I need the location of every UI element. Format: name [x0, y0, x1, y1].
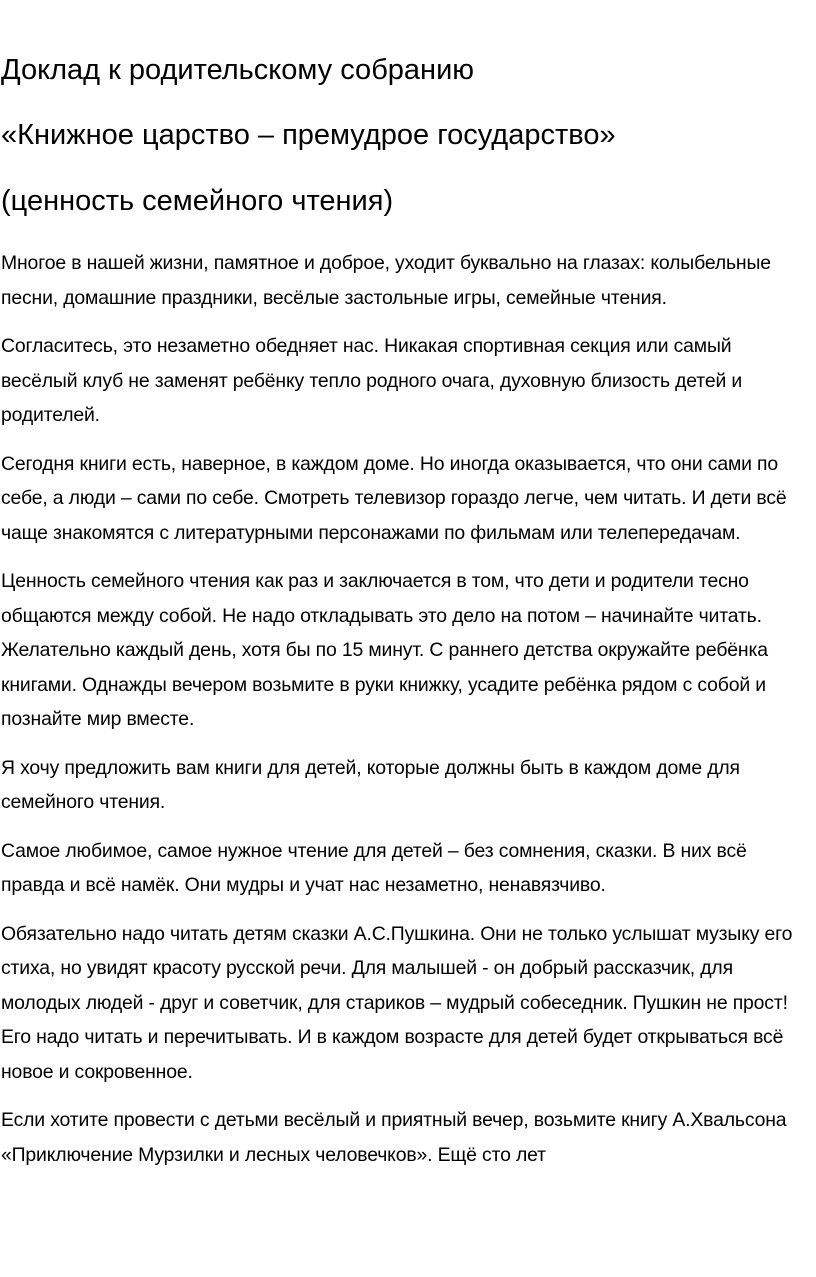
paragraph-7: Обязательно надо читать детям сказки А.С.Пушкина. Они не только услышат музыку его стиха, но увидят красоту русской речи. Для малышей - он добрый рассказчик, для молодых людей - друг и советчик, для стариков – мудрый собеседник. Пушкин не прост! Его надо читать и перечитывать. И в каждом возрасте для детей будет открываться всё новое и сокровенное. [1, 922, 793, 1083]
paragraph-5: Я хочу предложить вам книги для детей, которые должны быть в каждом доме для семейного чтения. [1, 756, 740, 813]
paragraph-8: Если хотите провести с детьми весёлый и приятный вечер, возьмите книгу А.Хвальсона «Приключение Мурзилки и лесных человечков». Ещё сто лет [1, 1109, 787, 1166]
paragraph-2: Согласитесь, это незаметно обедняет нас. Никакая спортивная секция или самый весёлый клуб не заменят ребёнку тепло родного очага, духовную близость детей и родителей. [1, 335, 743, 426]
paragraph-4: Ценность семейного чтения как раз и заключается в том, что дети и родители тесно общаются между собой. Не надо откладывать это дело на потом – начинайте читать. Желательно каждый день, хотя бы по 15 минут. С раннего детства окружайте ребёнка книгами. Однажды вечером возьмите в руки книжку, усадите ребёнка рядом с собой и познайте мир вместе. [1, 570, 768, 730]
document-body [1, 246, 813, 1186]
paragraph-6: Самое любимое, самое нужное чтение для детей – без сомнения, сказки. В них всё правда и всё намёк. Они мудры и учат нас незаметно, ненавязчиво. [1, 839, 747, 896]
paragraph-3: Сегодня книги есть, наверное, в каждом доме. Но иногда оказывается, что они сами по себе, а люди – сами по себе. Смотреть телевизор гораздо легче, чем читать. И дети всё чаще знакомятся с литературными персонажами по фильмам или телепередачам. [1, 452, 787, 544]
document-title-line-2: «Книжное царство – премудрое государство» [1, 119, 616, 151]
document-title-line-3: (ценность семейного чтения) [1, 185, 394, 217]
paragraph-1: Многое в нашей жизни, памятное и доброе, уходит буквально на глазах: колыбельные песни, домашние праздники, весёлые застольные игры, семейные чтения. [1, 252, 771, 309]
document-title-line-1: Доклад к родительскому собранию [1, 54, 475, 86]
